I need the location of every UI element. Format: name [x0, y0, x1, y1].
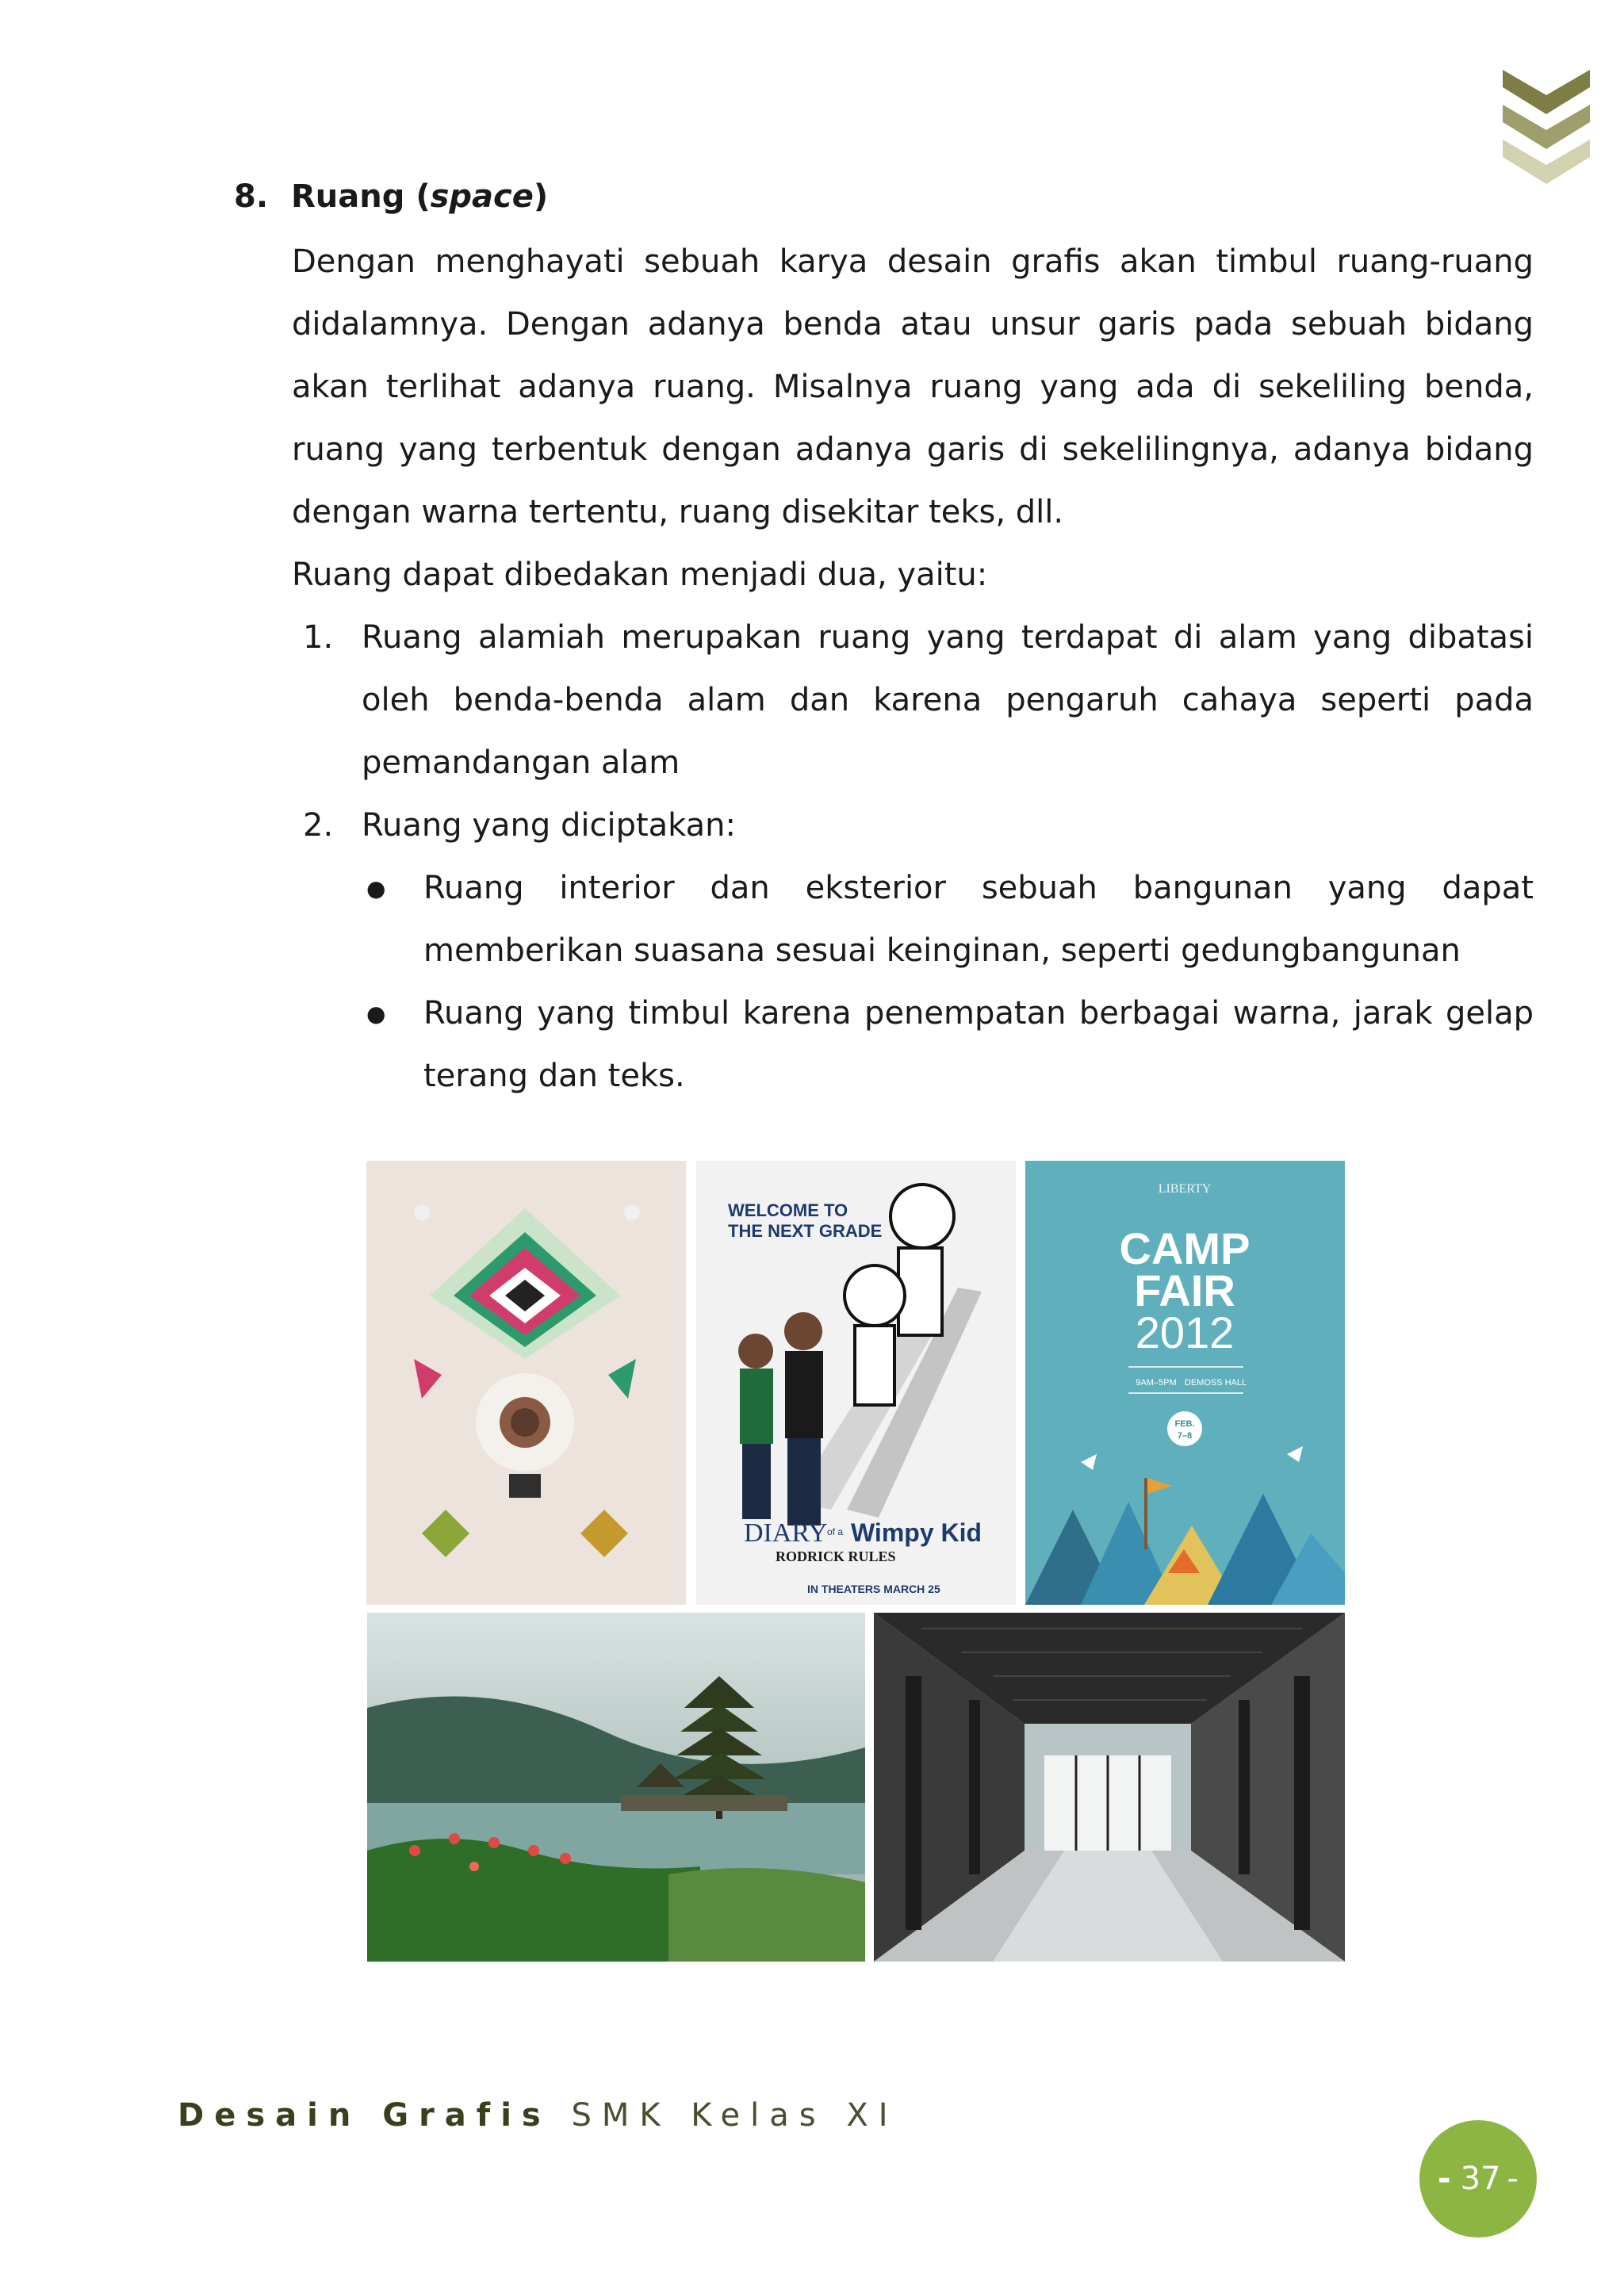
list-item	[303, 607, 1534, 794]
poster-camp-line2: FAIR	[1134, 1265, 1235, 1315]
footer-bold: Desain Grafis	[178, 2097, 551, 2134]
list-text: Ruang yang diciptakan:	[362, 807, 736, 844]
interior-hallway-photo	[874, 1613, 1345, 1962]
page-number-badge	[1419, 2120, 1537, 2237]
poster-top-text-2: THE NEXT GRADE	[728, 1221, 883, 1241]
poster-title-2: Wimpy Kid	[851, 1518, 982, 1547]
paragraph-types: Ruang dapat dibedakan menjadi dua, yaitu:	[292, 557, 988, 593]
temple-landscape-photo	[367, 1613, 865, 1962]
poster-title-of: of a	[827, 1526, 844, 1537]
poster-subtitle: RODRICK RULES	[776, 1548, 896, 1564]
list-number: 2.	[303, 807, 334, 844]
bullet-text: Ruang yang timbul karena penempatan berbagai warna, jarak gelap terang dan teks.	[423, 995, 1534, 1094]
footer-title	[178, 2097, 898, 2134]
poster-venue: DEMOSS HALL	[1184, 1378, 1247, 1388]
footer-regular: SMK Kelas XI	[571, 2097, 898, 2134]
bullet-text: Ruang interior dan eksterior sebuah bangunan yang dapat memberikan suasana sesuai keinginan, seperti gedungbangunan	[423, 870, 1534, 969]
section-number: 8.	[234, 178, 269, 215]
camp-fair-poster	[1025, 1161, 1345, 1605]
bullet-icon: ●	[366, 875, 386, 902]
section-title-italic: space	[430, 178, 534, 215]
list-item	[303, 794, 1534, 857]
poster-brand: LIBERTY	[1158, 1182, 1212, 1196]
section-title: Ruang	[291, 178, 405, 215]
page-prefix: -	[1438, 2161, 1451, 2197]
abstract-geometric-image	[366, 1161, 686, 1605]
list-number: 1.	[303, 619, 334, 656]
poster-release: IN THEATERS MARCH 25	[807, 1583, 940, 1595]
section-heading: 8. Ruang (space)	[234, 178, 549, 215]
chevron-decoration-icon	[1503, 70, 1590, 189]
poster-date-days: 7–8	[1177, 1431, 1193, 1441]
bullet-item	[363, 982, 1534, 1108]
paragraph-intro: Dengan menghayati sebuah karya desain grafis akan timbul ruang-ruang didalamnya. Dengan adanya benda atau unsur garis pada sebuah bidang akan terlihat adanya ruang. Misalnya ruang yang ada di sekeliling benda, ruang yang terbentuk dengan adanya garis di sekelilingnya, adanya bidang dengan warna tertentu, ruang disekitar teks, dll.	[292, 243, 1534, 530]
diary-wimpy-kid-poster	[696, 1161, 1016, 1605]
page-number: 37	[1460, 2161, 1501, 2197]
poster-date-month: FEB.	[1174, 1419, 1195, 1429]
bullet-icon: ●	[366, 1001, 386, 1027]
poster-time: 9AM–5PM	[1136, 1378, 1177, 1388]
poster-top-text-1: WELCOME TO	[728, 1200, 848, 1220]
page-suffix: -	[1507, 2161, 1519, 2197]
poster-title-1: DIARY	[744, 1518, 828, 1548]
poster-camp-line3: 2012	[1135, 1307, 1235, 1357]
list-text: Ruang alamiah merupakan ruang yang terdapat di alam yang dibatasi oleh benda-benda alam dan karena pengaruh cahaya seperti pada pemandangan alam	[362, 619, 1534, 781]
bullet-item	[363, 857, 1534, 982]
poster-camp-line1: CAMP	[1119, 1223, 1251, 1273]
